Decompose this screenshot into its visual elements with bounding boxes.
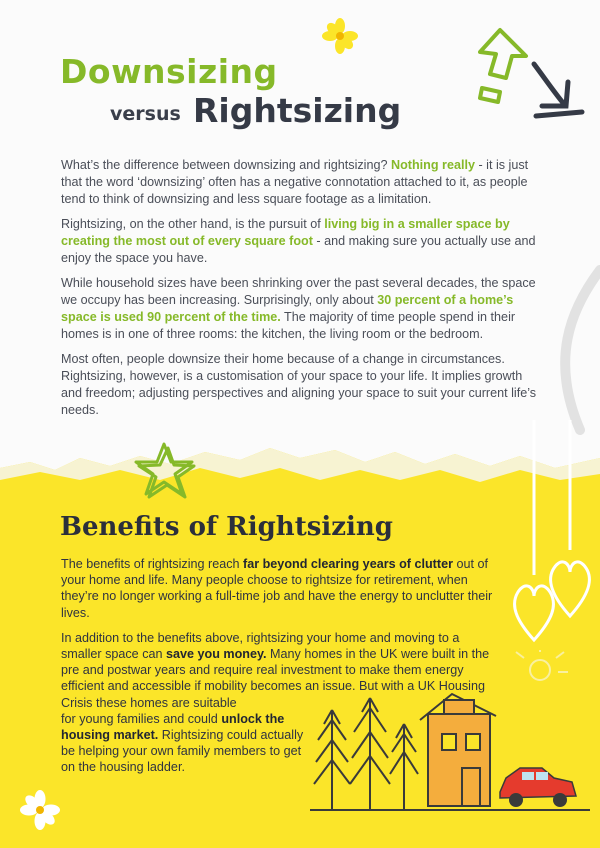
text: - it is just that the word ‘downsizing’ often has a negative connotation attached to it, as people tend to think of downsizing and less square footage as a limitation. (61, 158, 529, 206)
intro-paragraph-1 (61, 157, 543, 208)
intro-paragraph-3 (61, 275, 543, 343)
emphasis: far beyond clearing years of clutter (243, 557, 453, 571)
text: Rightsizing could actually be helping your own family members to get on the housing ladder. (61, 728, 304, 775)
emphasis: unlock the housing market. (61, 711, 285, 743)
text: - and making sure you actually use and enjoy the space you have. (61, 234, 536, 265)
text: In addition to the benefits above, rightsizing your home and moving to a smaller space can (61, 630, 460, 662)
text: out of your home and life. Many people choose to rightsize for retirement, when they’re no longer working a full-time job and have the energy to unclutter their lives. (61, 557, 493, 620)
benefits-paragraph-3 (61, 711, 306, 776)
title-downsizing: Downsizing (60, 52, 278, 91)
text: for young families and could (61, 711, 222, 726)
arrow-up-icon (462, 26, 532, 106)
benefits-paragraph-1 (61, 556, 501, 621)
arrow-down-right-icon (528, 60, 588, 122)
text: The majority of time people spend in their homes is in one of three rooms: the kitchen, the living room or the bedroom. (61, 310, 516, 341)
sun-icon (516, 650, 568, 680)
house-scene-illustration (310, 650, 590, 820)
intro-paragraph-4: Most often, people downsize their home because of a change in circumstances. Rightsizing, however, is a customisation of your space to your life. It implies growth and freedom; adjusting perspectives and aligning your space to suit your current life’s needs. (61, 352, 537, 417)
text: What’s the difference between downsizing and rightsizing? (61, 158, 391, 172)
house-icon (420, 694, 496, 806)
intro-paragraph-2 (61, 216, 543, 267)
highlight: 30 percent of a home’s space is used 90 percent of the time. (61, 293, 514, 324)
tree-icon (314, 698, 418, 810)
intro-text (61, 157, 543, 427)
star-icon (130, 440, 200, 502)
text: Rightsizing, on the other hand, is the pursuit of (61, 217, 325, 231)
text: Many homes in the UK were built in the pre and postwar years and require real investment to make them energy efficient and accessible if mobility becomes an issue. But with a UK Housing Crisis these homes are suitable (61, 647, 490, 710)
text: The benefits of rightsizing reach (61, 557, 244, 571)
highlight: Nothing really (390, 158, 475, 172)
emphasis: save you money. (166, 647, 267, 662)
text: While household sizes have been shrinking over the past several decades, the space we occupy has been increasing. Surprisingly, only about (61, 276, 536, 307)
flower-icon (322, 18, 358, 54)
car-icon (500, 768, 576, 807)
title-rightsizing: Rightsizing (193, 91, 402, 130)
hearts-icon (508, 420, 600, 650)
title-versus: versus (110, 103, 181, 125)
highlight: living big in a smaller space by creating the most out of every square foot (61, 217, 510, 248)
flower-icon (20, 790, 60, 830)
benefits-heading: Benefits of Rightsizing (60, 512, 393, 542)
